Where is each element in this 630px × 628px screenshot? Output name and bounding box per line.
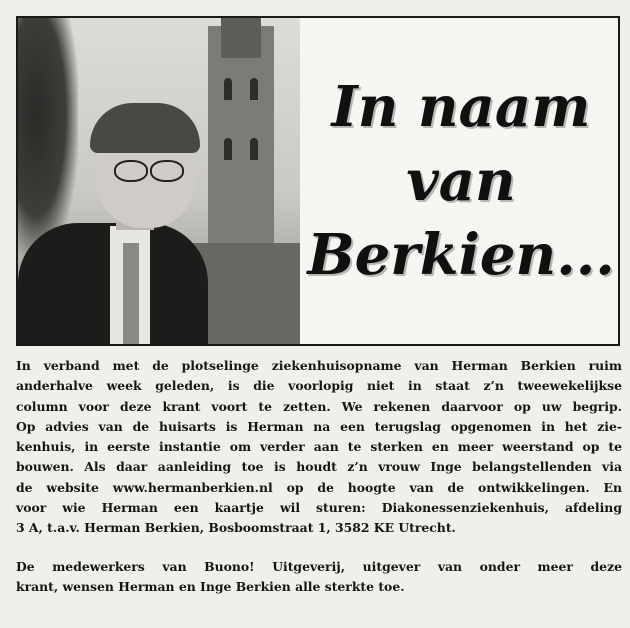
article-line: anderhalve week geleden, is die voorlopig niet in staat z’n tweewekelijkse (16, 378, 622, 394)
article-line: 3 A, t.a.v. Herman Berkien, Bosboomstraat 1, 3582 KE Utrecht. (16, 520, 456, 536)
headline (300, 18, 620, 344)
article-paragraph-2 (16, 557, 622, 598)
photo-man-hair (90, 103, 200, 153)
photo-man-tie (123, 243, 139, 344)
photo-man-glasses (150, 160, 184, 182)
article-line: De medewerkers van Buono! Uitgeverij, uitgever van onder meer deze (16, 558, 622, 574)
article-line: krant, wensen Herman en Inge Berkien alle sterkte toe. (16, 578, 405, 594)
article-line: In verband met de plotselinge ziekenhuisopname van Herman Berkien ruim (16, 358, 622, 373)
article-line: column voor deze krant voort te zetten. We rekenen daarvoor op uw begrip. (16, 398, 622, 414)
photo-tower-window (224, 138, 232, 160)
article-line: bouwen. Als daar aanleiding toe is houdt z’n vrouw Inge belangstellenden via (16, 459, 622, 475)
paragraph-gap (16, 539, 622, 557)
photo-man-glasses (114, 160, 148, 182)
photo-tower-window (250, 78, 258, 100)
article-line: Op advies van de huisarts is Herman na een terugslag opgenomen in het zie- (16, 418, 622, 434)
headline-line-1: In naam (331, 74, 591, 140)
headline-line-3: Berkien... (307, 222, 615, 288)
article-line: voor wie Herman een kaartje wil sturen: Diakonessenziekenhuis, afdeling (16, 500, 622, 516)
article-line: kenhuis, in eerste instantie om verder aan te sterken en meer weerstand op te (16, 439, 622, 455)
header-frame (16, 16, 620, 346)
photo-tower-window (250, 138, 258, 160)
article-body (16, 356, 622, 597)
article-line: de website www.hermanberkien.nl op de hoogte van de ontwikkelingen. En (16, 479, 622, 495)
photo-tower-top (221, 18, 261, 58)
headline-line-2: van (406, 148, 516, 214)
article-paragraph-1 (16, 356, 622, 539)
photo-tower-window (224, 78, 232, 100)
photo-trees (18, 18, 78, 258)
portrait-photo (18, 18, 300, 344)
